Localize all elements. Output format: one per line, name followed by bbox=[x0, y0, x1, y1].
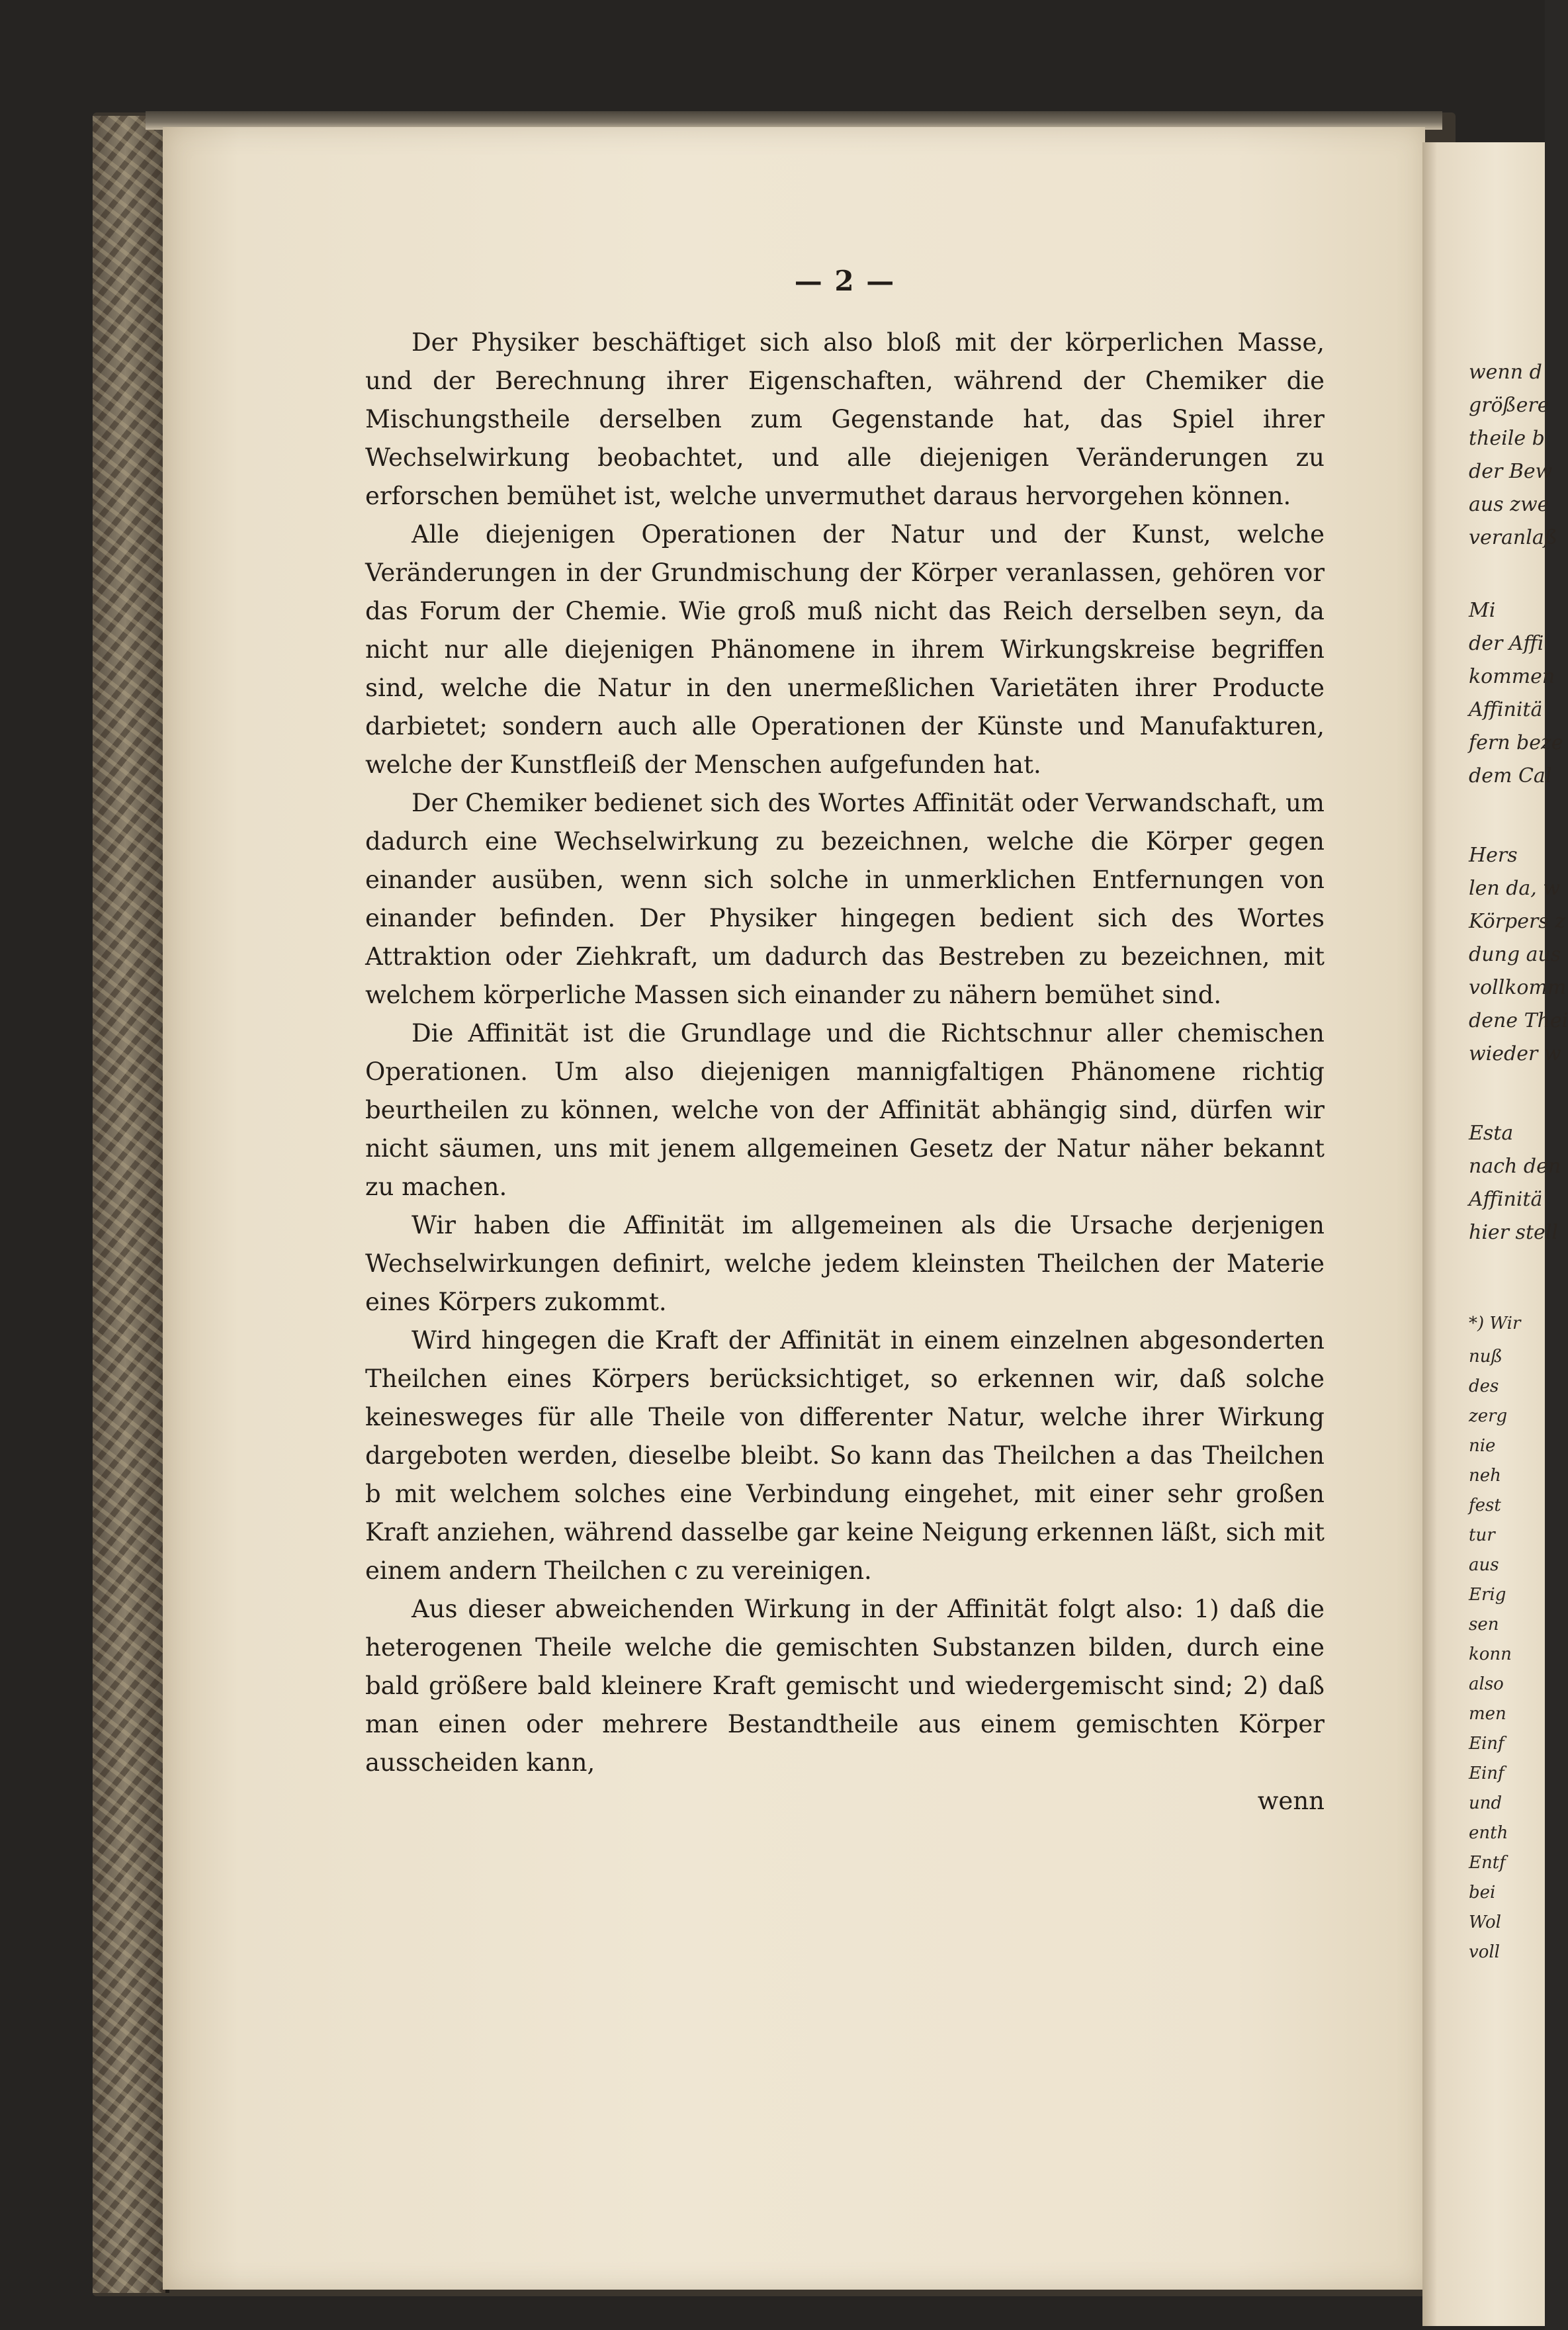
facing-line: Körpers z bbox=[1469, 910, 1566, 933]
facing-line: dung aus bbox=[1469, 943, 1561, 966]
facing-line: aus bbox=[1469, 1555, 1499, 1575]
facing-line: nach den bbox=[1469, 1155, 1561, 1178]
facing-line: len da, w bbox=[1469, 877, 1561, 900]
paragraph: Der Physiker beschäftiget sich also bloß mit der körperlichen Masse, und der Berechnung ihrer Eigenschaften, während der Chemiker die Mischungstheile derselben zum Gegenstande hat, das Spiel ihrer Wechselwirkung beobachtet, und alle diejenigen Veränderungen zu erforschen bemühet ist, welche unvermuthet daraus hervorgehen können. bbox=[365, 328, 1325, 510]
facing-line: *) Wir bbox=[1469, 1314, 1521, 1333]
facing-line: aus zwe bbox=[1469, 493, 1549, 516]
paragraph: Wird hingegen die Kraft der Affinität in einem einzelnen abgesonderten Theilchen eines Körpers berücksichtiget, so erkennen wir, daß solche keinesweges für alle Theile von differenter Natur, welche ihrer Wirkung dargeboten werden, dieselbe bleibt. So kann das Theilchen a das Theilchen b mit welchem solches eine Verbindung eingehet, mit einer sehr großen Kraft anziehen, während dasselbe gar keine Neigung erkennen läßt, sich mit einem andern Theilchen c zu vereinigen. bbox=[365, 1326, 1325, 1585]
facing-line: neh bbox=[1469, 1466, 1501, 1486]
facing-line: tur bbox=[1469, 1525, 1495, 1545]
facing-line: men bbox=[1469, 1704, 1506, 1724]
facing-line: Erig bbox=[1469, 1585, 1506, 1605]
paragraph: Alle diejenigen Operationen der Natur und der Kunst, welche Veränderungen in der Grundmischung der Körper veranlassen, gehören vor das Forum der Chemie. Wie groß muß nicht das Reich derselben seyn, da nicht nur alle diejenigen Phänomene in ihrem Wirkungskreise begriffen sind, welche die Natur in den unermeßlichen Varietäten ihrer Producte darbietet; sondern auch alle Operationen der Künste und Manufakturen, welche der Kunstfleiß der Menschen aufgefunden hat. bbox=[365, 520, 1325, 779]
facing-line: also bbox=[1469, 1674, 1504, 1694]
facing-line: dene Thei bbox=[1469, 1009, 1568, 1032]
facing-line: sen bbox=[1469, 1615, 1499, 1635]
facing-line: Esta bbox=[1469, 1122, 1514, 1145]
facing-line: enth bbox=[1469, 1823, 1508, 1843]
facing-line: zerg bbox=[1469, 1406, 1508, 1426]
facing-line: nie bbox=[1469, 1436, 1496, 1456]
page-text bbox=[365, 265, 1325, 1820]
facing-line: wieder w bbox=[1469, 1042, 1561, 1065]
paragraph: Aus dieser abweichenden Wirkung in der Affinität folgt also: 1) daß die heterogenen Theile welche die gemischten Substanzen bilden, durch eine bald größere bald kleinere Kraft gemischt und wiedergemischt sind; 2) daß man einen oder mehrere Bestandtheile aus einem gemischten Körper ausscheiden kann, bbox=[365, 1595, 1325, 1777]
facing-line: veranlaß bbox=[1469, 526, 1557, 549]
facing-line: hier stell bbox=[1469, 1221, 1558, 1244]
facing-line: Einf bbox=[1469, 1734, 1504, 1754]
facing-line: Wol bbox=[1469, 1912, 1501, 1932]
facing-line: bei bbox=[1469, 1883, 1496, 1903]
facing-line: der Bew bbox=[1469, 460, 1553, 483]
facing-line: Entf bbox=[1469, 1853, 1506, 1873]
facing-line: fest bbox=[1469, 1496, 1501, 1515]
facing-line: Affinitä bbox=[1469, 698, 1543, 721]
facing-line: Affinitä bbox=[1469, 1188, 1543, 1211]
facing-line: vollkomm bbox=[1469, 976, 1567, 999]
facing-line: dem Cal bbox=[1469, 764, 1552, 787]
facing-line: Hers bbox=[1469, 844, 1518, 867]
facing-line: konn bbox=[1469, 1644, 1512, 1664]
facing-line: Einf bbox=[1469, 1764, 1504, 1783]
catchword: wenn bbox=[1257, 1787, 1325, 1815]
facing-line: theile b bbox=[1469, 427, 1545, 450]
facing-line: fern beze bbox=[1469, 731, 1563, 754]
facing-line: voll bbox=[1469, 1942, 1500, 1962]
page-number: — 2 — bbox=[794, 265, 896, 297]
paragraph: Die Affinität ist die Grundlage und die Richtschnur aller chemischen Operationen. Um also diejenigen mannigfaltigen Phänomene richtig beurtheilen zu können, welche von der Affinität abhängig sind, dürfen wir nicht säumen, uns mit jenem allgemeinen Gesetz der Natur näher bekannt zu machen. bbox=[365, 1019, 1325, 1201]
facing-line: des bbox=[1469, 1376, 1499, 1396]
facing-line: größere bbox=[1469, 394, 1549, 417]
facing-line: und bbox=[1469, 1793, 1503, 1813]
facing-page-fragment bbox=[1422, 142, 1568, 2326]
facing-line: nuß bbox=[1469, 1347, 1503, 1367]
facing-line: der Affi bbox=[1469, 632, 1544, 655]
paragraph: Wir haben die Affinität im allgemeinen als die Ursache derjenigen Wechselwirkungen definirt, welche jedem kleinsten Theilchen der Materie eines Körpers zukommt. bbox=[365, 1211, 1325, 1316]
facing-line: wenn d bbox=[1469, 361, 1542, 384]
facing-line: Mi bbox=[1469, 599, 1496, 622]
facing-line: kommen bbox=[1469, 665, 1555, 688]
marbled-cover-edge bbox=[93, 116, 169, 2293]
paragraph: Der Chemiker bedienet sich des Wortes Affinität oder Verwandschaft, um dadurch eine Wechselwirkung zu bezeichnen, welche die Körper gegen einander ausüben, wenn sich solche in unmerklichen Entfernungen von einander befinden. Der Physiker hingegen bedient sich des Wortes Attraktion oder Ziehkraft, um dadurch das Bestreben zu bezeichnen, mit welchem körperliche Massen sich einander zu nähern bemühet sind. bbox=[365, 789, 1325, 1009]
